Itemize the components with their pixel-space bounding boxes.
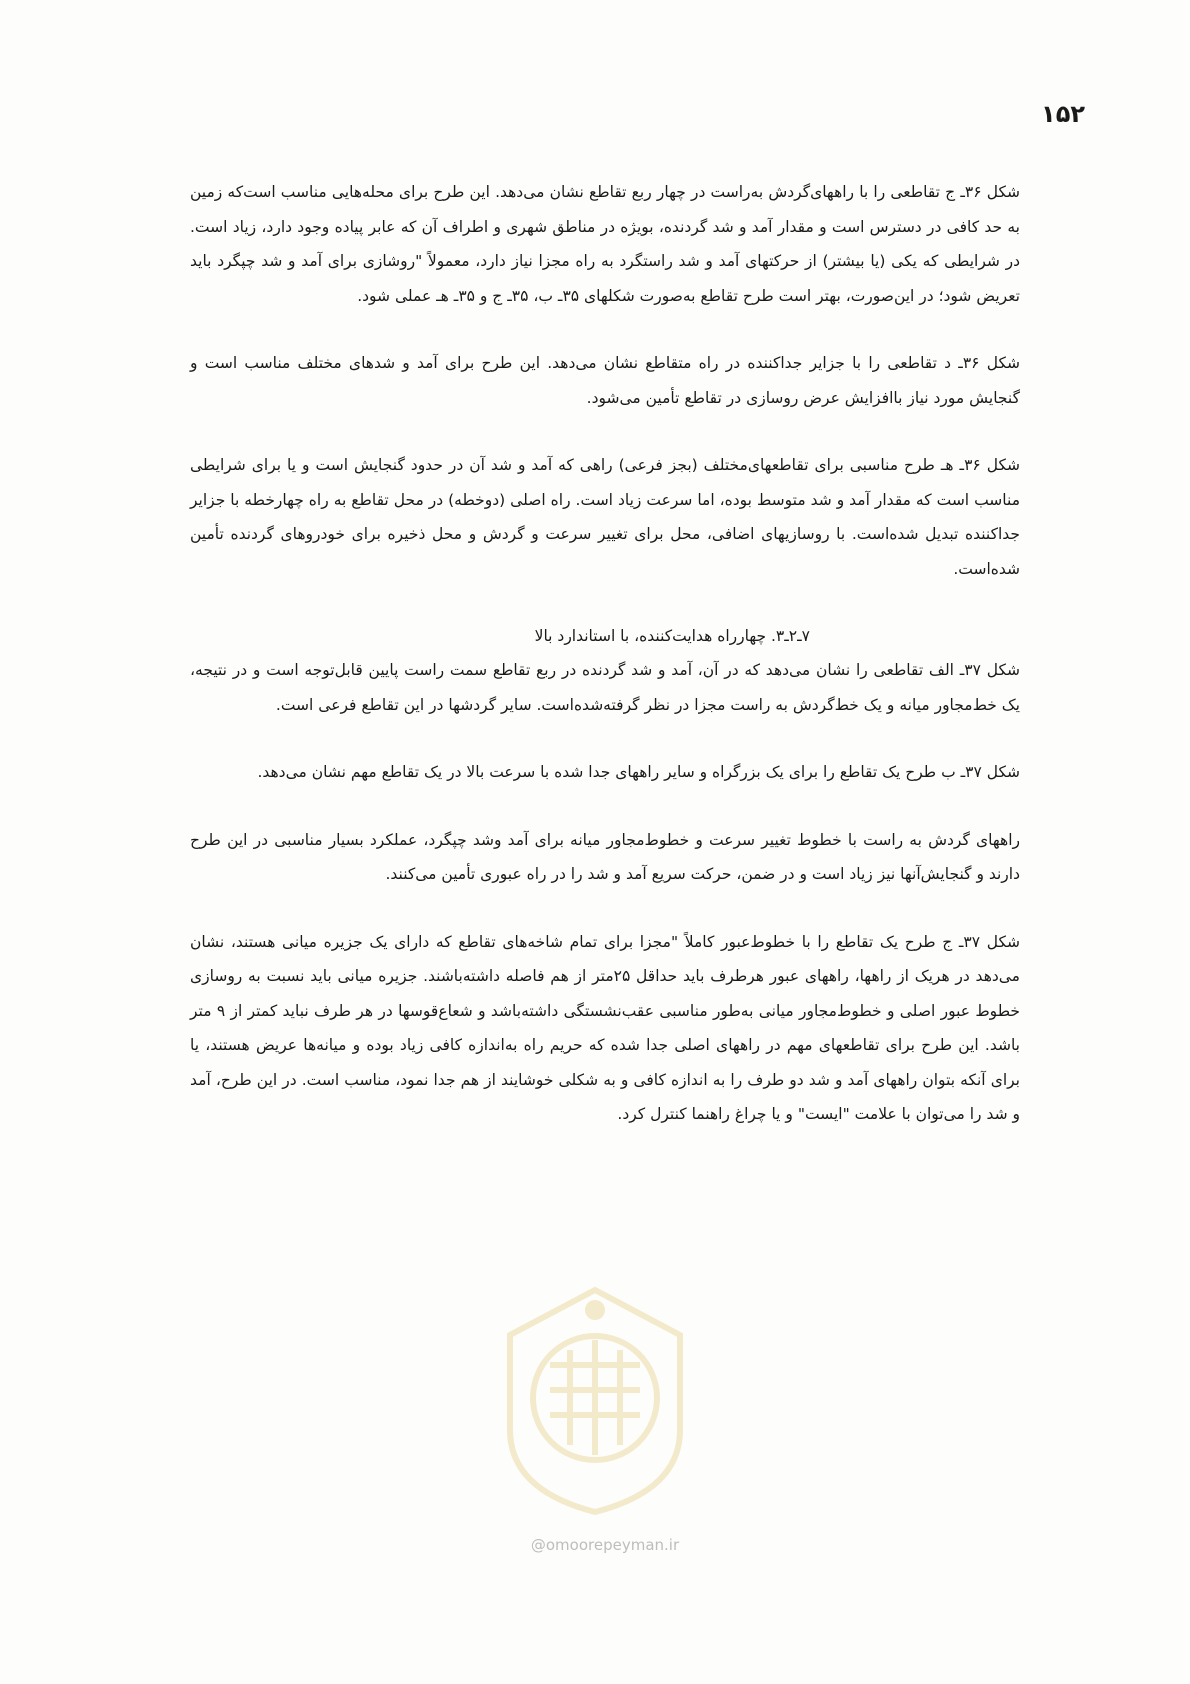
paragraph-fig-36c: شکل ۳۶ـ ج تقاطعی را با راههای‌گردش به‌راست در چهار ربع تقاطع نشان می‌دهد. این طرح برای محله‌هایی مناسب است‌که زمین به حد کافی در دسترس است و مقدار آمد و شد گردنده، بویژه در مناطق شهری و اطراف آن که عابر پیاده وجود دارد، زیاد است. در شرایطی که یکی (یا بیشتر) از حرکتهای آمد و شد راستگرد به راه مجزا نیاز دارد، معمولاً "روشازی برای آمد و شد چپگرد باید تعریض شود؛ در این‌صورت، بهتر است طرح تقاطع به‌صورت شکلهای ۳۵ـ ب، ۳۵ـ ج و ۳۵ـ هـ عملی شود. [190,183,1020,305]
paragraph-fig-36d: شکل ۳۶ـ د تقاطعی را با جزایر جداکننده در راه متقاطع نشان می‌دهد. این طرح برای آمد و شدهای مختلف مناسب است و گنجایش مورد نیاز باافزایش عرض روسازی در تقاطع تأمین می‌شود. [190,354,1021,407]
paragraph-fig-37b: شکل ۳۷ـ ب طرح یک تقاطع را برای یک بزرگراه و سایر راههای جدا شده با سرعت بالا در یک تقاطع مهم نشان می‌دهد. [257,763,1020,781]
section-heading: ۷ـ۲ـ۳. چهارراه هدایت‌کننده، با استاندارد بالا [534,627,810,645]
watermark-url: @omoorepeyman.ir [530,1536,680,1554]
paragraph-right-turn-lanes: راههای گردش به راست با خطوط تغییر سرعت و خطوط‌مجاور میانه برای آمد وشد چپگرد، عملکرد بسیار مناسبی در این طرح دارند و گنجایش‌آنها نیز زیاد است و در ضمن، حرکت سریع آمد و شد را در راه عبوری تأمین می‌کنند. [190,830,1020,883]
body-text [190,175,1020,1132]
watermark-logo [490,1280,700,1520]
paragraph-fig-36e: شکل ۳۶ـ هـ طرح مناسبی برای تقاطعهای‌مختلف (بجز فرعی) راهی که آمد و شد آن در حدود گنجایش است و یا برای شرایطی مناسب است که مقدار آمد و شد متوسط بوده، اما سرعت زیاد است. راه اصلی (دوخطه) در محل تقاطع به راه چهارخطه با جزایر جداکننده تبدیل شده‌است. با روسازیهای اضافی، محل برای تغییر سرعت و گردش و محل ذخیره برای خودروهای گردنده تأمین شده‌است. [190,456,1020,578]
paragraph-fig-37a: شکل ۳۷ـ الف تقاطعی را نشان می‌دهد که در آن، آمد و شد گردنده در ربع تقاطع سمت راست پایین قابل‌توجه است و در نتیجه، یک خط‌مجاور میانه و یک خط‌گردش به راست مجزا در نظر گرفته‌شده‌است. سایر گردشها در این تقاطع فرعی است. [190,661,1020,714]
page-number: ۱۵۲ [1041,100,1085,128]
paragraph-fig-37c: شکل ۳۷ـ ج طرح یک تقاطع را با خطوط‌عبور کاملاً "مجزا برای تمام شاخه‌های تقاطع که دارای یک جزیره میانی هستند، نشان می‌دهد در هریک از راهها، راههای عبور هرطرف باید حداقل ۲۵متر از هم فاصله داشته‌باشند. جزیره میانی باید نسبت به روسازی خطوط عبور اصلی و خطوط‌مجاور میانی به‌طور مناسبی عقب‌نشستگی داشته‌باشد و شعاع‌قوسها در هر طرف نباید کمتر از ۹ متر باشد. این طرح برای تقاطعهای مهم در راههای اصلی جدا شده که حریم راه به‌اندازه کافی زیاد بوده و میانه‌ها عریض هستند، یا برای آنکه بتوان راههای آمد و شد دو طرف را به اندازه کافی و به شکلی خوشایند از هم جدا نمود، مناسب است. در این طرح، آمد و شد را می‌توان با علامت "ایست" و یا چراغ راهنما کنترل کرد. [190,932,1020,1123]
